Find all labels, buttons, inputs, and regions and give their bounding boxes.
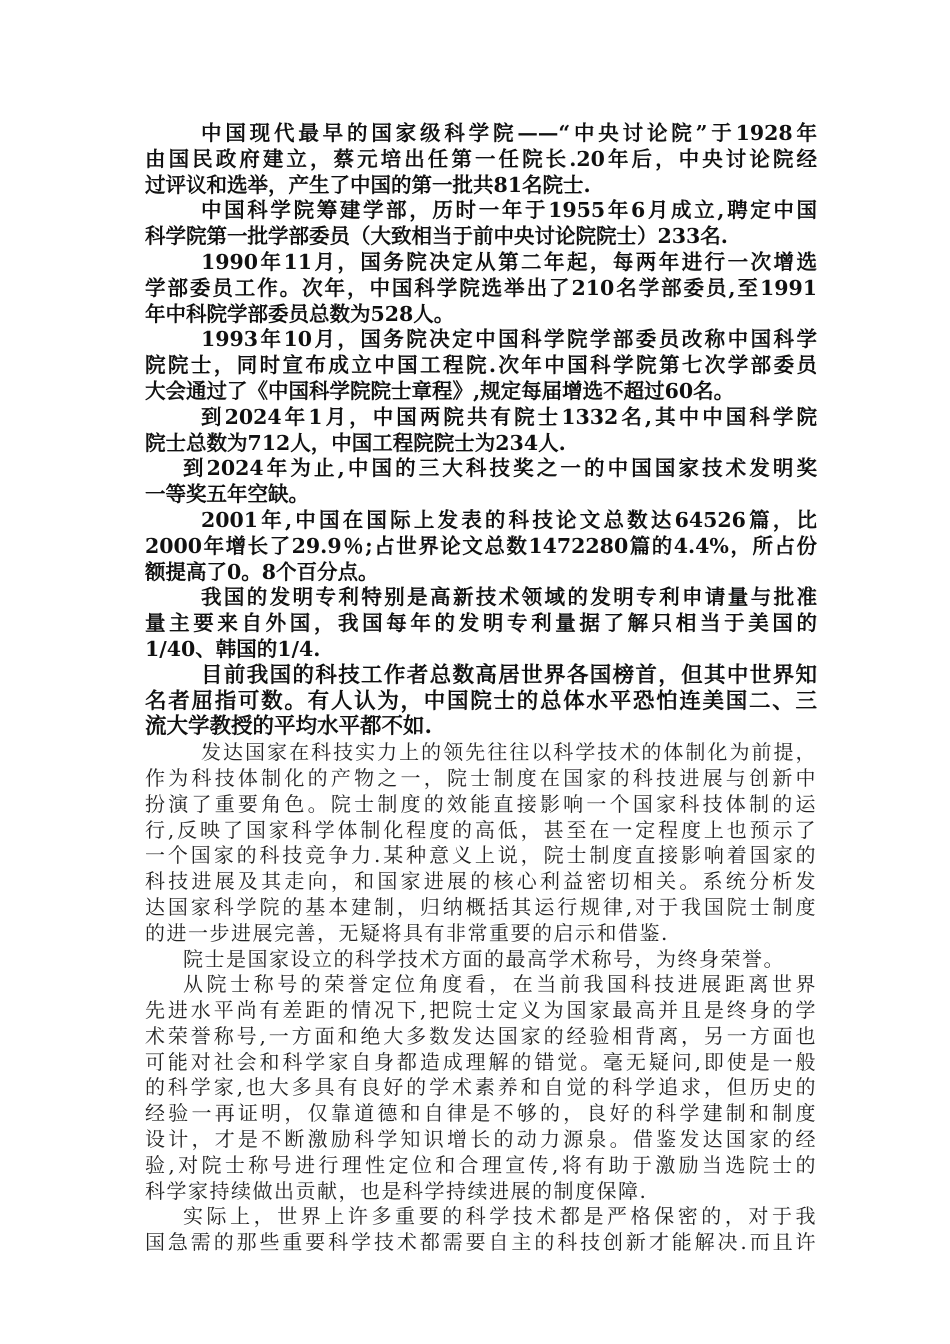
paragraph [145,663,817,740]
paragraph [145,947,817,973]
text-line: 行,反映了国家科学体制化程度的高低，甚至在一定程度上也预示了 [145,817,817,842]
text-line: 名者屈指可数。有人认为，中国院士的总体水平恐怕连美国二、三 [145,688,817,714]
text-line: 过评议和选举，产生了中国的第一批共81名院士. [145,172,591,197]
text-line: 学部委员工作。次年，中国科学院选举出了210名学部委员,至1991 [145,275,817,300]
text-line: 作为科技体制化的产物之一，院士制度在国家的科技进展与创新中 [145,765,817,790]
text-line: 2000年增长了29.9％;占世界论文总数1472280篇的4.4%，所占份 [145,533,817,558]
text-line: 院院士，同时宣布成立中国工程院.次年中国科学院第七次学部委员 [145,353,817,378]
text-line: 中国科学院筹建学部，历时一年于1955年6月成立,聘定中国 [201,198,817,223]
document-section [145,740,817,1256]
text-line: 经验一再证明，仅靠道德和自律是不够的，良好的科学建制和制度 [145,1101,817,1126]
text-line: 由国民政府建立，蔡元培出任第一任院长.20年后，中央讨论院经 [145,146,817,171]
text-line: 可能对社会和科学家自身都造成理解的错觉。毫无疑问,即使是一般 [145,1049,817,1074]
text-line: 1990年11月，国务院决定从第二年起，每两年进行一次增选 [201,249,817,274]
text-line: 的进一步进展完善，无疑将具有非常重要的启示和借鉴. [145,920,669,945]
text-line: 的科学家,也大多具有良好的学术素养和自觉的科学追求，但历史的 [145,1075,817,1100]
text-line: 我国的发明专利特别是高新技术领域的发明专利申请量与批准 [201,585,817,610]
text-line: 先进水平尚有差距的情况下,把院士定义为国家最高并且是终身的学 [145,998,817,1023]
paragraph [145,1204,817,1256]
text-line: 科学院第一批学部委员（大致相当于前中央讨论院院士）233名. [145,224,728,249]
paragraph [145,585,817,662]
text-line: 到2024年1月，中国两院共有院士1332名,其中中国科学院 [201,404,817,429]
paragraph [145,508,817,585]
text-line: 量主要来自外国，我国每年的发明专利量据了解只相当于美国的 [145,611,817,636]
paragraph [145,740,817,946]
text-line: 设计，才是不断激励科学知识增长的动力源泉。借鉴发达国家的经 [145,1127,817,1152]
text-line: 院士总数为712人，中国工程院院士为234人. [145,430,566,455]
text-line: 流大学教授的平均水平都不如. [145,714,432,740]
text-line: 到2024年为止,中国的三大科技奖之一的中国国家技术发明奖 [183,456,817,481]
text-line: 2001年,中国在国际上发表的科技论文总数达64526篇，比 [201,507,817,532]
document-body [145,121,817,1256]
text-line: 扮演了重要角色。院士制度的效能直接影响一个国家科技体制的运 [145,791,817,816]
paragraph [145,456,817,508]
text-line: 实际上，世界上许多重要的科学技术都是严格保密的，对于我 [183,1204,817,1229]
paragraph [145,250,817,327]
text-line: 科技进展及其走向，和国家进展的核心利益密切相关。系统分析发 [145,869,817,894]
text-line: 年中科院学部委员总数为528人。 [145,301,455,326]
paragraph [145,405,817,457]
text-line: 院士是国家设立的科学技术方面的最高学术称号，为终身荣誉。 [183,946,785,971]
text-line: 中国现代最早的国家级科学院——“中央讨论院”于1928年 [201,121,817,145]
paragraph [145,972,817,1204]
text-line: 额提高了0。8个百分点。 [145,559,379,584]
text-line: 国急需的那些重要科学技术都需要自主的科技创新才能解决.而且许 [145,1230,817,1255]
paragraph [145,198,817,250]
paragraph [145,121,817,198]
text-line: 大会通过了《中国科学院院士章程》,规定每届增选不超过60名。 [145,378,735,403]
text-line: 一个国家的科技竞争力.某种意义上说，院士制度直接影响着国家的 [145,843,817,868]
text-line: 科学家持续做出贡献，也是科学持续进展的制度保障. [145,1178,648,1203]
document-section [145,121,817,740]
text-line: 目前我国的科技工作者总数高居世界各国榜首，但其中世界知 [201,662,817,688]
text-line: 发达国家在科技实力上的领先往往以科学技术的体制化为前提， [201,740,817,765]
text-line: 一等奖五年空缺。 [145,482,309,507]
text-line: 1993年10月，国务院决定中国科学院学部委员改称中国科学 [201,327,817,352]
text-line: 验,对院士称号进行理性定位和合理宣传,将有助于激励当选院士的 [145,1152,817,1177]
text-line: 术荣誉称号,一方面和绝大多数发达国家的经验相背离，另一方面也 [145,1023,817,1048]
text-line: 1/40、韩国的1/4. [145,636,321,661]
text-line: 从院士称号的荣誉定位角度看，在当前我国科技进展距离世界 [183,972,817,997]
text-line: 达国家科学院的基本建制，归纳概括其运行规律,对于我国院士制度 [145,894,817,919]
paragraph [145,327,817,404]
